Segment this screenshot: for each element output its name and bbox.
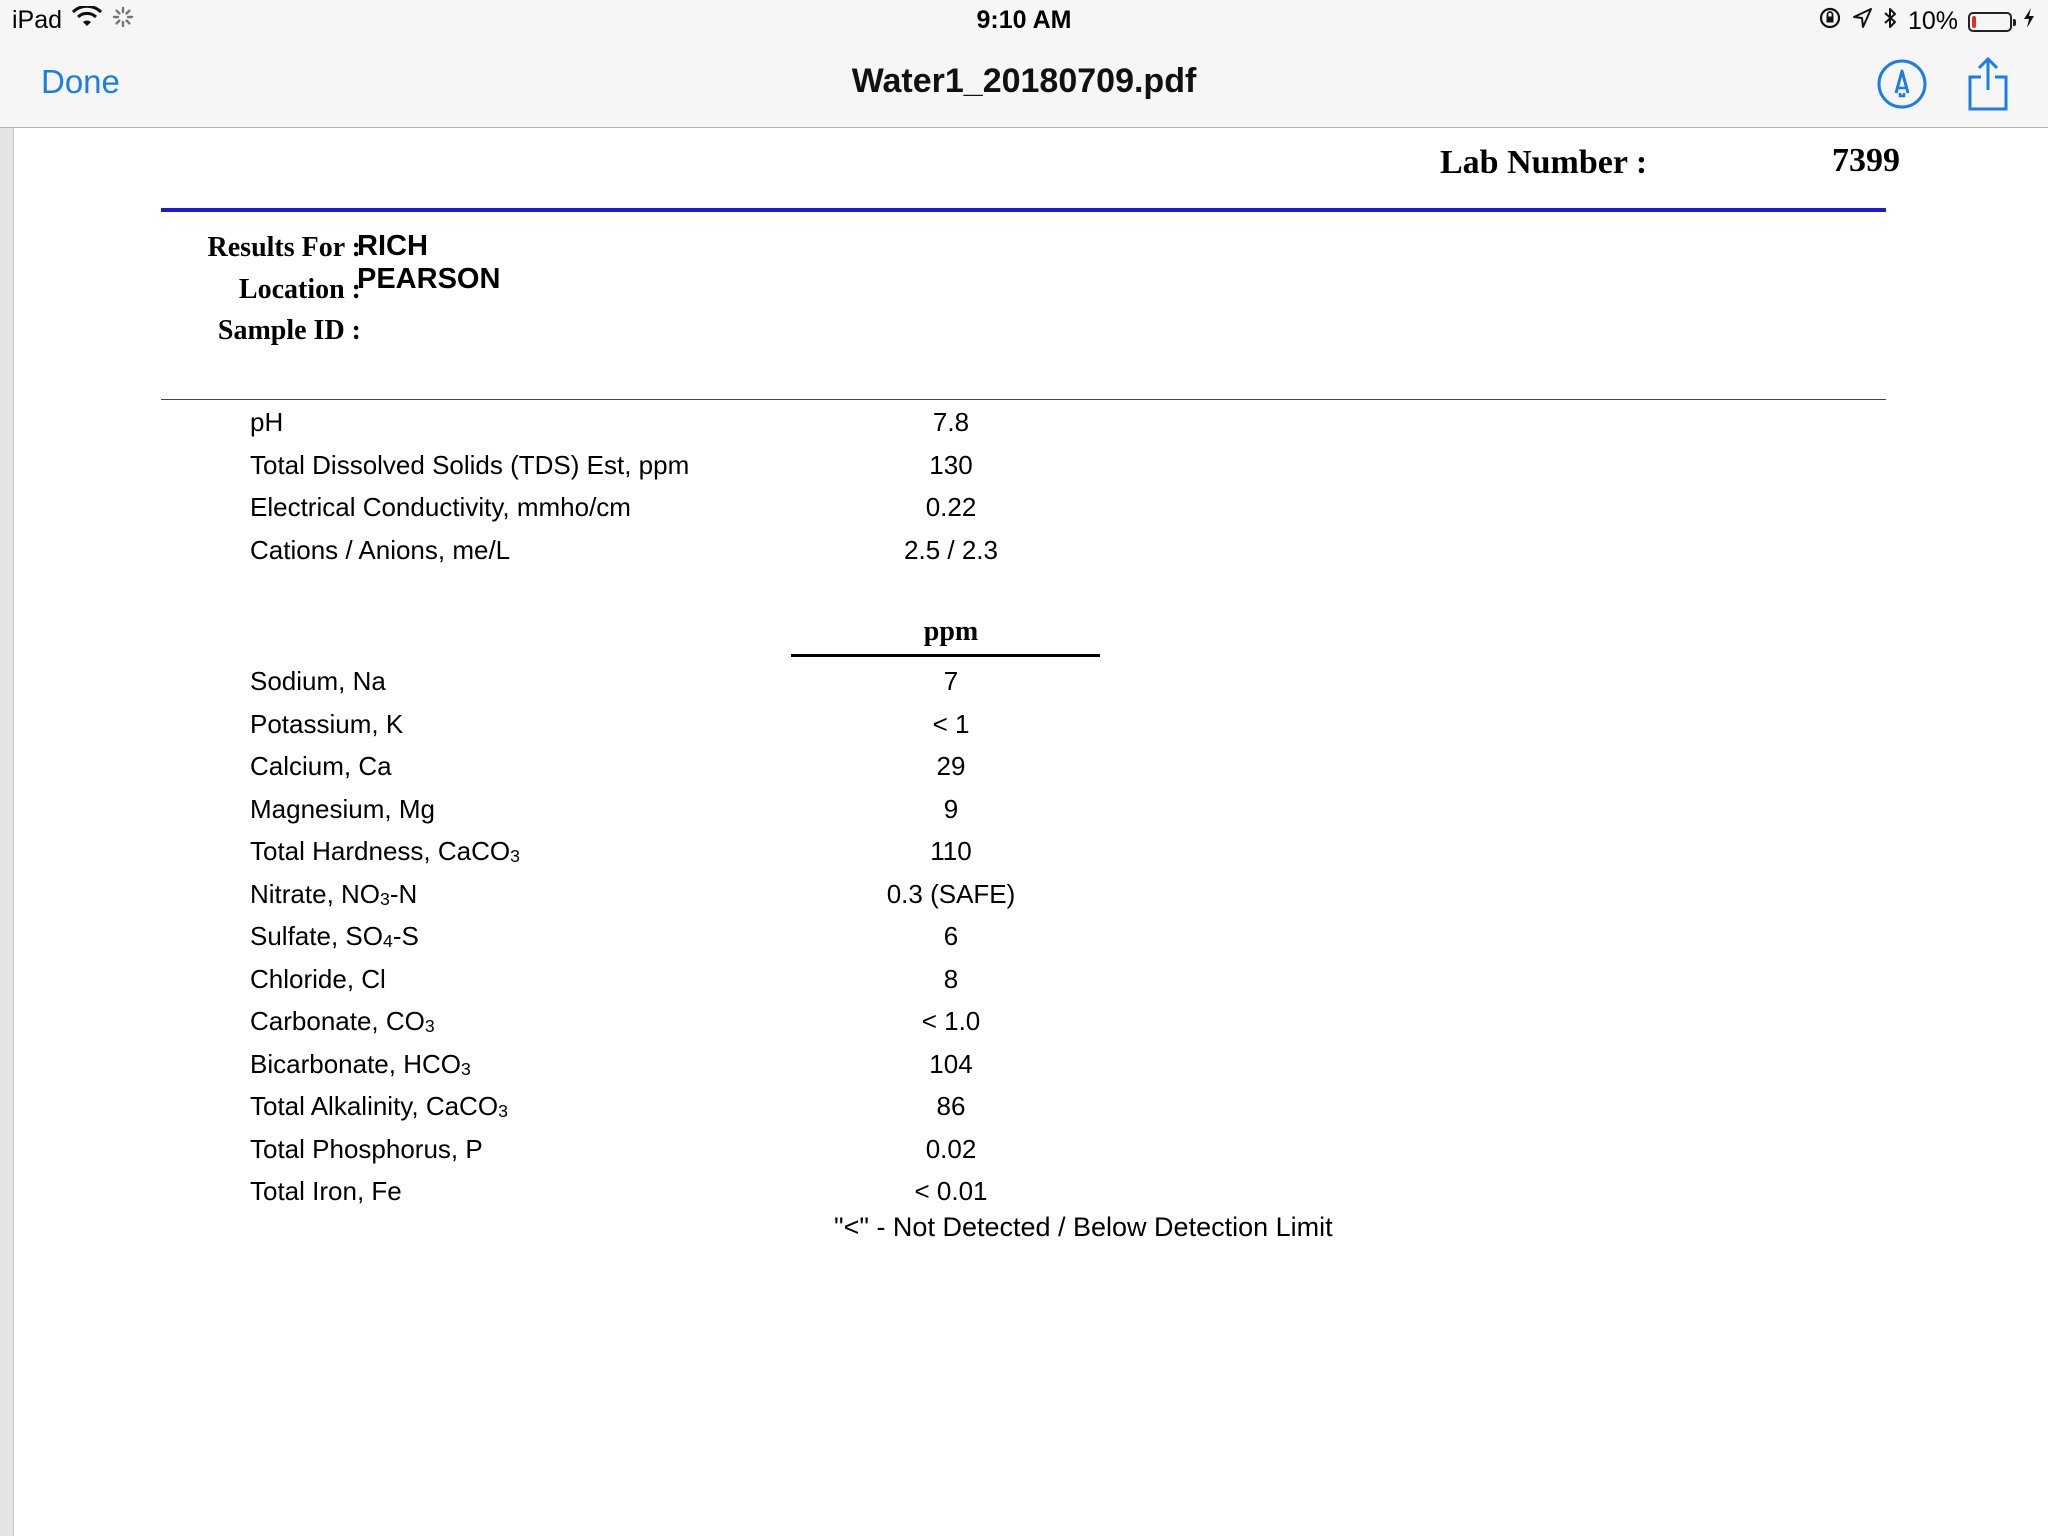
battery-percent: 10% [1907,7,1958,35]
result-label: Total Dissolved Solids (TDS) Est, ppm [250,449,690,480]
status-time: 9:10 AM [976,6,1072,34]
result-label: Electrical Conductivity, mmho/cm [250,492,631,522]
result-value: 7 [943,666,959,696]
results-for-value: RICH PEARSON [357,230,501,295]
document-title: Water1_20180709.pdf [851,62,1197,100]
result-value: < 1 [932,708,970,739]
result-label: Cations / Anions, me/L [250,534,511,565]
result-value: 0.22 [925,492,977,522]
battery-icon [1968,12,2012,32]
result-value: 9 [943,793,959,824]
result-label: Nitrate, $NO_3-N$ [250,878,418,909]
result-label: Sodium, Na [250,666,386,696]
result-value: 130 [929,449,973,480]
result-label: Sulfate, $SO_4-S$ [250,921,419,951]
result-label: Calcium, Ca [250,751,392,781]
lab-number-label: Lab Number : [1440,144,1648,181]
result-value: 2.5 / 2.3 [904,534,998,565]
results-for-label: Results For : [207,232,361,263]
lab-number-value: 7399 [1832,142,1900,179]
rotation-lock-icon [1818,6,1842,37]
result-label: pH [250,407,284,437]
result-value: 29 [936,751,966,781]
done-button[interactable]: Done [41,63,120,100]
charging-bolt-icon [2022,7,2036,36]
result-label: Magnesium, Mg [250,793,435,824]
result-value: 8 [943,963,959,994]
result-value: < 0.01 [914,1176,988,1206]
results-divider [161,399,1886,400]
result-value: 7.8 [932,407,970,437]
result-label: Total Alkalinity, CaCO$_3$ [250,1091,508,1121]
pdf-page[interactable] [14,128,2048,1536]
status-right [1818,6,2036,37]
markup-pen-icon[interactable] [1876,58,1928,110]
battery-level-fill [1972,16,1976,28]
header-divider [161,208,1886,212]
result-label: Total Iron, Fe [250,1176,402,1206]
bluetooth-icon [1882,6,1898,37]
result-value: 0.02 [925,1133,977,1164]
device-name: iPad [12,6,63,34]
result-label: Total Phosphorus, P [250,1133,483,1164]
detection-footnote: "<" - Not Detected / Below Detection Limit [834,1212,1333,1242]
sample-id-label: Sample ID : [217,315,361,346]
share-icon[interactable] [1966,56,2010,112]
location-arrow-icon [1852,7,1872,36]
result-label: Potassium, K [250,708,404,739]
location-label: Location : [238,274,361,305]
result-value: 6 [943,921,959,951]
result-value: 110 [930,836,972,866]
ppm-header-underline [791,654,1100,657]
result-value: 0.3 (SAFE) [886,878,1016,909]
top-bar [0,0,2048,128]
result-label: Chloride, Cl [250,963,386,994]
ppm-column-header: ppm [923,616,979,647]
result-label: Bicarbonate, $HCO_3$ [250,1048,471,1079]
result-label: Carbonate, $CO_3$ [250,1006,435,1036]
result-label: Total Hardness, CaCO$_3$ [250,836,520,866]
result-value: 86 [936,1091,966,1121]
result-value: < 1.0 [921,1006,981,1036]
result-value: 104 [929,1048,973,1079]
